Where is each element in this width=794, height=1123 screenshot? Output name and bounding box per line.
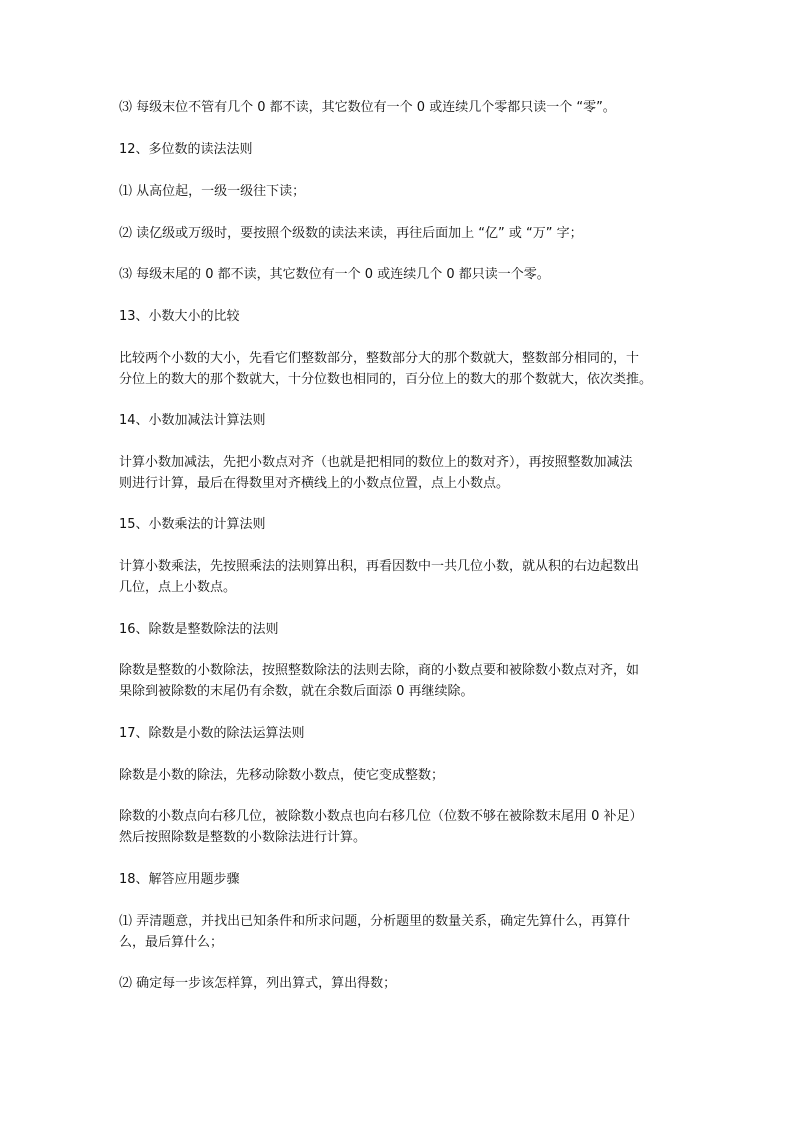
step-item-2: ⑵ 确定每一步该怎样算，列出算式，算出得数；: [119, 976, 397, 991]
section-heading-12: 12、多位数的读法法则: [119, 142, 253, 157]
paragraph-decimal-divisor-steps: 除数的小数点向右移几位，被除数小数点也向右移几位（位数不够在被除数末尾用 0 补足） 然后按照除数是整数的小数除法进行计算。: [119, 809, 643, 845]
paragraph-decimal-multiply: 计算小数乘法，先按照乘法的法则算出积，再看因数中一共几位小数，就从积的右边起数出 几位，点上小数点。: [119, 559, 640, 595]
rule-item-1: ⑴ 从高位起，一级一级往下读；: [119, 184, 306, 199]
rule-item-2: ⑵ 读亿级或万级时，要按照个级数的读法来读，再往后面加上 “亿” 或 “万” 字；: [119, 226, 583, 241]
step-item-1: ⑴ 弄清题意，并找出已知条件和所求问题，分析题里的数量关系，确定先算什么，再算什 么，最后算什么；: [119, 914, 631, 950]
paragraph-decimal-divisor-intro: 除数是小数的除法，先移动除数小数点，使它变成整数；: [119, 768, 445, 783]
section-heading-16: 16、除数是整数除法的法则: [119, 622, 279, 637]
section-heading-14: 14、小数加减法计算法则: [119, 413, 266, 428]
rule-item-3-zero-reading: ⑶ 每级末位不管有几个 0 都不读，其它数位有一个 0 或连续几个零都只读一个 “零”。: [119, 100, 616, 115]
section-heading-18: 18、解答应用题步骤: [119, 872, 240, 887]
rule-item-3: ⑶ 每级末尾的 0 都不读，其它数位有一个 0 或连续几个 0 都只读一个零。: [119, 267, 550, 282]
section-heading-17: 17、除数是小数的除法运算法则: [119, 726, 305, 741]
paragraph-integer-divisor: 除数是整数的小数除法，按照整数除法的法则去除，商的小数点要和被除数小数点对齐，如 果除到被除数的末尾仍有余数，就在余数后面添 0 再继续除。: [119, 663, 640, 699]
paragraph-decimal-add-subtract: 计算小数加减法，先把小数点对齐（也就是把相同的数位上的数对齐），再按照整数加减法 则进行计算，最后在得数里对齐横线上的小数点位置，点上小数点。: [119, 455, 633, 491]
section-heading-15: 15、小数乘法的计算法则: [119, 517, 266, 532]
paragraph-decimal-compare: 比较两个小数的大小，先看它们整数部分，整数部分大的那个数就大，整数部分相同的，十 分位上的数大的那个数就大，十分位数也相同的，百分位上的数大的那个数就大，依次类推。: [119, 351, 653, 387]
section-heading-13: 13、小数大小的比较: [119, 309, 240, 324]
